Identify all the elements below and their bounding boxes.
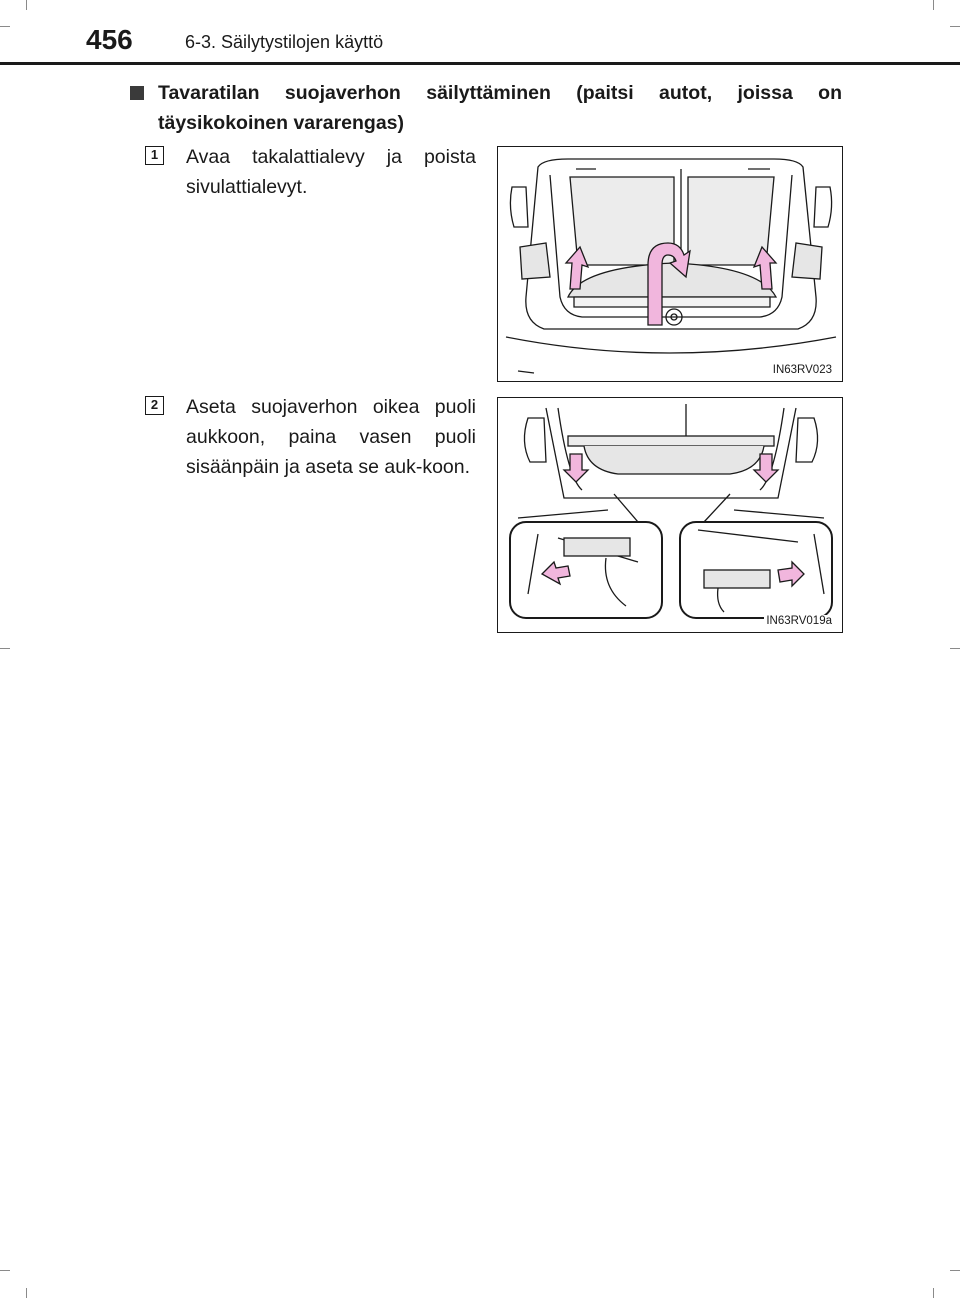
- step-1-badge: 1: [145, 146, 164, 165]
- figure-2-code: IN63RV019a: [766, 615, 832, 627]
- section-title: 6-3. Säilytystilojen käyttö: [185, 32, 384, 52]
- figure-2: [497, 397, 843, 633]
- crop-mark: [0, 648, 10, 649]
- crop-mark: [950, 26, 960, 27]
- figure-1: [497, 146, 843, 382]
- step-2-badge: 2: [145, 396, 164, 415]
- header-rule: [0, 62, 960, 65]
- subsection-title: Tavaratilan suojaverhon säilyttäminen (paitsi autot, joissa on täysikokoinen vararengas): [158, 82, 842, 134]
- step-1-text: Avaa takalattialevy ja poista sivulattialevyt.: [186, 146, 476, 198]
- crop-mark: [0, 26, 10, 27]
- crop-mark: [933, 0, 934, 10]
- step-2-text: Aseta suojaverhon oikea puoli aukkoon, paina vasen puoli sisäänpäin ja aseta se auk-koon.: [186, 396, 476, 478]
- crop-mark: [26, 0, 27, 10]
- figure-1-code: IN63RV023: [772, 364, 832, 376]
- crop-mark: [950, 648, 960, 649]
- crop-mark: [26, 1288, 27, 1298]
- subsection-heading: [130, 78, 842, 138]
- square-bullet-icon: [130, 86, 144, 100]
- page-number: 456: [86, 24, 133, 55]
- cargo-area-illustration: [498, 147, 843, 382]
- crop-mark: [950, 1270, 960, 1271]
- crop-mark: [0, 1270, 10, 1271]
- crop-mark: [933, 1288, 934, 1298]
- cover-installation-illustration: [498, 398, 843, 633]
